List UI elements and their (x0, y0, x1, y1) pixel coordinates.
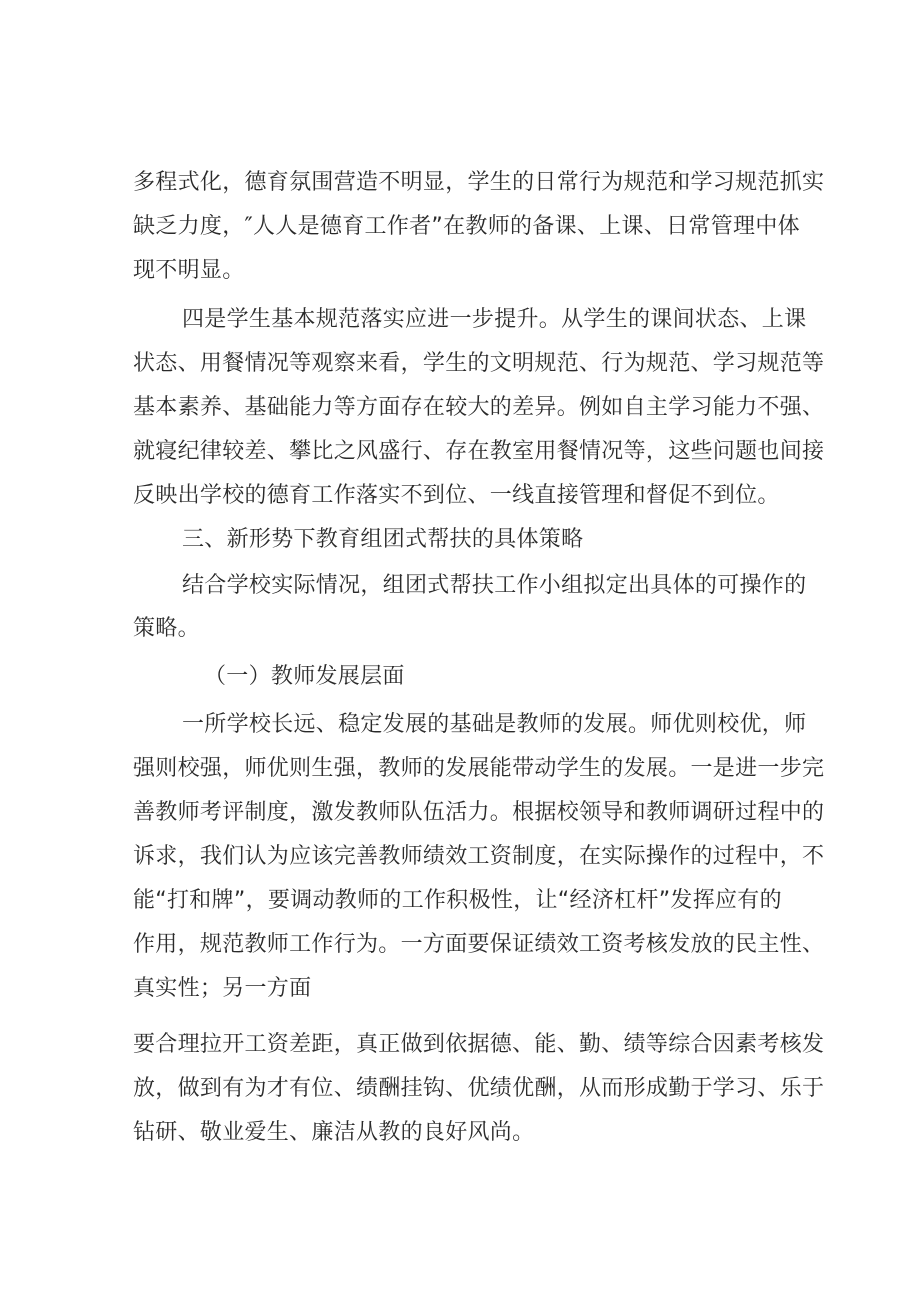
text-line-22: 钻研、敬业爱生、廉洁从教的良好风尚。 (133, 1120, 535, 1145)
text-line-21: 放，做到有为才有位、绩酬挂钩、优绩优酬，从而形成勤于学习、乐于 (133, 1076, 825, 1101)
text-line-11: 策略。 (133, 616, 200, 641)
text-line-6: 基本素养、基础能力等方面存在较大的差异。例如自主学习能力不强、 (133, 395, 825, 420)
text-line-5: 状态、用餐情况等观察来看，学生的文明规范、行为规范、学习规范等 (133, 351, 825, 376)
text-line-2: 缺乏力度，″人人是德育工作者”在教师的备课、上课、日常管理中体 (133, 214, 800, 239)
text-line-19: 真实性；另一方面 (133, 976, 312, 1001)
section-heading: 三、新形势下教育组团式帮扶的具体策略 (182, 527, 584, 552)
text-line-8: 反映出学校的德育工作落实不到位、一线直接管理和督促不到位。 (133, 483, 780, 508)
text-line-20: 要合理拉开工资差距，真正做到依据德、能、勤、绩等综合因素考核发 (133, 1032, 825, 1057)
text-line-17: 能“打和牌”，要调动教师的工作积极性，让“经济杠杆”发挥应有的 (133, 888, 782, 913)
text-line-3: 现不明显。 (133, 258, 245, 283)
text-line-15: 善教师考评制度，激发教师队伍活力。根据校领导和教师调研过程中的 (133, 800, 825, 825)
text-line-7: 就寝纪律较差、攀比之风盛行、存在教室用餐情况等，这些问题也间接 (133, 439, 825, 464)
text-line-1: 多程式化，德育氛围营造不明显，学生的日常行为规范和学习规范抓实 (133, 170, 825, 195)
text-line-10: 结合学校实际情况，组团式帮扶工作小组拟定出具体的可操作的 (182, 573, 807, 598)
subsection-heading: （一）教师发展层面 (204, 664, 405, 689)
text-line-13: 一所学校长远、稳定发展的基础是教师的发展。师优则校优，师 (182, 712, 807, 737)
text-line-14: 强则校强，师优则生强，教师的发展能带动学生的发展。一是进一步完 (133, 756, 825, 781)
text-line-4: 四是学生基本规范落实应进一步提升。从学生的课间状态、上课 (182, 307, 807, 332)
text-line-18: 作用，规范教师工作行为。一方面要保证绩效工资考核发放的民主性、 (133, 932, 825, 957)
text-line-16: 诉求，我们认为应该完善教师绩效工资制度，在实际操作的过程中，不 (133, 844, 825, 869)
